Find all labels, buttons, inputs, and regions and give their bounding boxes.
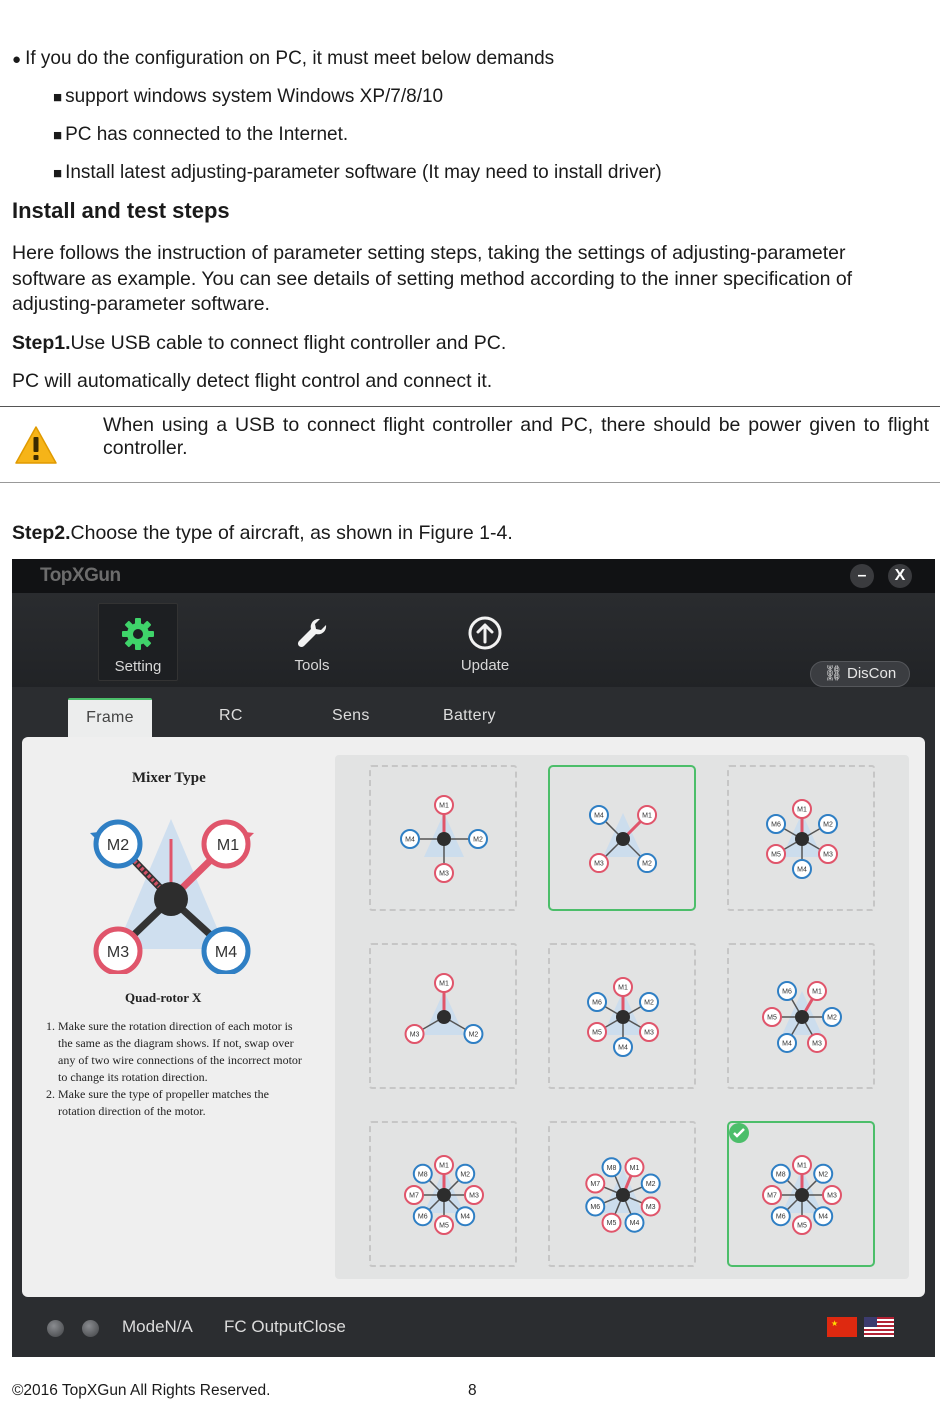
motor-m3 (640, 1023, 658, 1041)
motor-label: M2 (644, 999, 654, 1007)
motor-m2 (638, 854, 656, 872)
motor-m5 (603, 1214, 621, 1232)
motor-m7 (405, 1186, 423, 1204)
motor-m4 (625, 1214, 643, 1232)
motor-m5 (793, 1216, 811, 1234)
motor-label: M5 (592, 1029, 602, 1037)
mixer-type-title: Mixer Type (132, 770, 206, 786)
motor-label: M3 (645, 1203, 656, 1211)
motor-m4 (793, 860, 811, 878)
motor-m2 (642, 1175, 660, 1193)
motor-label: M6 (775, 1213, 786, 1221)
motor-label: M2 (460, 1171, 471, 1179)
status-led (47, 1320, 64, 1337)
frame-diagram (729, 1123, 875, 1267)
instruction-list (40, 1018, 304, 1120)
check-icon (729, 1123, 749, 1143)
motor-m6 (588, 993, 606, 1011)
motor-label: M1 (797, 806, 807, 814)
tab-rc[interactable]: RC (219, 707, 243, 724)
motor-m4 (814, 1207, 832, 1225)
motor-label: M1 (812, 988, 822, 996)
m1-label: M1 (216, 837, 240, 854)
frame-name: Quad-rotor X (125, 990, 202, 1005)
motor-label: M3 (812, 1040, 822, 1048)
disconnect-button[interactable] (810, 661, 910, 687)
motor-label: M1 (439, 802, 449, 810)
motor-m2 (90, 822, 140, 866)
motor-label: M2 (642, 860, 652, 868)
motor-label: M7 (767, 1192, 777, 1200)
frame-option-octo-x[interactable] (548, 1121, 696, 1267)
motor-m3 (96, 929, 140, 973)
motor-m1 (614, 978, 632, 996)
motor-label: M5 (606, 1220, 617, 1228)
intro-paragraph: Here follows the instruction of parameter setting steps, taking the settings of adjusting-parameter software as example. You can see details of setting method according to the inner specification of adjusting-parameter software. (12, 242, 853, 315)
frame-panel (22, 737, 925, 1297)
motor-label: M5 (771, 851, 781, 859)
motor-m4 (204, 929, 248, 973)
title-bar (12, 559, 935, 593)
motor-m5 (435, 1216, 453, 1234)
motor-label: M3 (469, 1192, 479, 1200)
motor-m8 (603, 1158, 621, 1176)
motor-m5 (767, 845, 785, 863)
usa-flag-icon[interactable] (864, 1317, 894, 1337)
tab-sens[interactable]: Sens (332, 707, 370, 724)
upload-icon (467, 615, 503, 651)
motor-label: M6 (592, 999, 602, 1007)
motor-m8 (414, 1165, 432, 1183)
motor-m4 (456, 1207, 474, 1225)
frame-diagram (550, 1123, 696, 1267)
motor-m6 (767, 815, 785, 833)
motor-label: M1 (439, 1162, 449, 1170)
frame-diagram (371, 1123, 517, 1267)
toolbar-update[interactable] (445, 603, 525, 681)
motor-m3 (435, 864, 453, 882)
motor-label: M6 (417, 1213, 428, 1221)
motor-m4 (590, 806, 608, 824)
frame-diagram (550, 767, 696, 911)
motor-label: M5 (767, 1014, 777, 1022)
motor-label: M6 (771, 821, 781, 829)
motor-label: M6 (782, 988, 792, 996)
toolbar (12, 593, 935, 687)
motor-label: M4 (782, 1040, 792, 1048)
frame-diagram (371, 945, 517, 1089)
motor-m1 (638, 806, 656, 824)
requirement-item: ■ Install latest adjusting-parameter software (It may need to install driver) (53, 162, 662, 184)
motor-label: M6 (590, 1203, 601, 1211)
motor-m3 (808, 1034, 826, 1052)
motor-m1 (204, 822, 254, 866)
motor-m8 (772, 1165, 790, 1183)
motor-m1 (625, 1158, 643, 1176)
motor-label: M2 (645, 1181, 656, 1189)
motor-label: M3 (409, 1031, 420, 1039)
status-bar (12, 1297, 935, 1357)
motor-label: M1 (439, 980, 449, 988)
step1-label: Step1. (12, 332, 71, 354)
motor-label: M2 (818, 1171, 829, 1179)
step2-text: Choose the type of aircraft, as shown in Figure 1-4. (70, 522, 513, 544)
frame-option-quad-x[interactable] (548, 765, 696, 911)
motor-label: M8 (775, 1171, 786, 1179)
minimize-button[interactable]: – (850, 564, 874, 588)
motor-label: M4 (618, 1044, 628, 1052)
motor-m3 (819, 845, 837, 863)
motor-label: M5 (439, 1222, 449, 1230)
motor-m4 (401, 830, 419, 848)
m2-label: M2 (106, 837, 130, 854)
step1-line (12, 332, 506, 355)
motor-label: M7 (590, 1181, 601, 1189)
frame-diagram (550, 945, 696, 1089)
link-break-icon: ⛓ (823, 665, 848, 682)
motor-m2 (823, 1008, 841, 1026)
motor-label: M2 (468, 1031, 479, 1039)
motor-m5 (763, 1008, 781, 1026)
motor-label: M4 (629, 1220, 640, 1228)
motor-label: M4 (460, 1213, 471, 1221)
m4-label: M4 (214, 944, 238, 961)
motor-m1 (435, 974, 453, 992)
toolbar-tools-label: Tools (294, 657, 330, 674)
motor-label: M1 (642, 812, 652, 820)
motor-label: M5 (797, 1222, 807, 1230)
toolbar-update-label: Update (460, 657, 510, 674)
tab-bar (12, 687, 935, 737)
disconnect-label: DisCon (847, 665, 897, 682)
requirement-item: ■ support windows system Windows XP/7/8/10 (53, 86, 443, 108)
footer-copyright: ©2016 TopXGun All Rights Reserved. (12, 1382, 271, 1399)
tab-frame[interactable]: Frame (68, 698, 152, 737)
m3-label: M3 (106, 944, 130, 961)
section-title: Install and test steps (12, 198, 230, 223)
frame-type-grid (335, 755, 909, 1279)
motor-label: M3 (644, 1029, 654, 1037)
frame-option-tri[interactable] (369, 943, 517, 1089)
frame-diagram (729, 945, 875, 1089)
motor-label: M2 (827, 1014, 837, 1022)
motor-m6 (586, 1197, 604, 1215)
motor-label: M4 (405, 836, 415, 844)
motor-m2 (819, 815, 837, 833)
motor-m3 (465, 1186, 483, 1204)
motor-label: M7 (409, 1192, 419, 1200)
tab-battery[interactable]: Battery (443, 707, 496, 724)
svg-text:★: ★ (831, 1319, 839, 1328)
motor-label: M1 (797, 1162, 807, 1170)
motor-m2 (469, 830, 487, 848)
motor-m1 (793, 1156, 811, 1174)
step2-label: Step2. (12, 522, 71, 544)
motor-label: M3 (823, 851, 833, 859)
toolbar-tools[interactable] (272, 603, 352, 681)
motor-label: M1 (618, 984, 628, 992)
motor-label: M4 (797, 866, 807, 874)
instruction-item: 2. Make sure the type of propeller matches the rotation direction of the motor. (58, 1086, 304, 1120)
warning-icon (14, 425, 58, 465)
motor-label: M3 (439, 870, 449, 878)
warning-text: When using a USB to connect flight controller and PC, there should be power given to flight controller. (103, 414, 929, 459)
motor-m1 (435, 1156, 453, 1174)
motor-label: M3 (594, 860, 604, 868)
app-logo: TopXGun (40, 565, 121, 586)
motor-m1 (808, 982, 826, 1000)
motor-m1 (435, 796, 453, 814)
motor-m6 (772, 1207, 790, 1225)
frame-option-octo-plus[interactable] (369, 1121, 517, 1267)
motor-m3 (406, 1025, 424, 1043)
motor-m3 (823, 1186, 841, 1204)
motor-label: M2 (823, 821, 833, 829)
motor-m3 (642, 1197, 660, 1215)
motor-m7 (586, 1175, 604, 1193)
requirements-intro: ● If you do the configuration on PC, it must meet below demands (12, 48, 554, 70)
motor-m4 (614, 1038, 632, 1056)
gear-icon (120, 616, 156, 652)
frame-option-hexa-x[interactable] (727, 943, 875, 1089)
china-flag-icon[interactable] (827, 1317, 857, 1337)
quad-x-diagram (76, 809, 266, 974)
status-led (82, 1320, 99, 1337)
frame-option-hexa-plus[interactable] (548, 943, 696, 1089)
step1-text: Use USB cable to connect flight controller and PC. (70, 332, 507, 354)
motor-label: M1 (629, 1164, 640, 1172)
motor-m4 (778, 1034, 796, 1052)
motor-label: M3 (827, 1192, 837, 1200)
motor-label: M4 (818, 1213, 829, 1221)
motor-m6 (414, 1207, 432, 1225)
motor-label: M2 (473, 836, 483, 844)
motor-m2 (814, 1165, 832, 1183)
step1-followup: PC will automatically detect flight control and connect it. (12, 370, 493, 392)
motor-m6 (778, 982, 796, 1000)
frame-option-tri-y6[interactable] (727, 765, 875, 911)
motor-m5 (588, 1023, 606, 1041)
motor-label: M8 (606, 1164, 617, 1172)
motor-m2 (640, 993, 658, 1011)
motor-m7 (763, 1186, 781, 1204)
frame-diagram (729, 767, 875, 911)
app-window (12, 559, 935, 1357)
motor-m1 (793, 800, 811, 818)
motor-m2 (456, 1165, 474, 1183)
toolbar-setting-label: Setting (114, 658, 162, 675)
frame-diagram (371, 767, 517, 911)
step2-line (12, 522, 513, 545)
mode-status: ModeN/A (122, 1317, 193, 1336)
wrench-icon (294, 615, 330, 651)
fc-output-status: FC OutputClose (224, 1317, 346, 1336)
requirement-item: ■ PC has connected to the Internet. (53, 124, 348, 146)
instruction-item: 1. Make sure the rotation direction of each motor is the same as the diagram shows. If not, swap over any of two wire connections of the incorrect motor to change its rotation direction. (58, 1018, 304, 1086)
close-button[interactable]: X (888, 564, 912, 588)
footer-page-number: 8 (468, 1382, 477, 1399)
toolbar-setting[interactable] (98, 603, 178, 681)
motor-m2 (464, 1025, 482, 1043)
warning-note (0, 406, 940, 483)
motor-label: M4 (594, 812, 604, 820)
motor-label: M8 (417, 1171, 428, 1179)
frame-option-quad-plus[interactable] (369, 765, 517, 911)
frame-option-x8[interactable] (727, 1121, 875, 1267)
motor-m3 (590, 854, 608, 872)
